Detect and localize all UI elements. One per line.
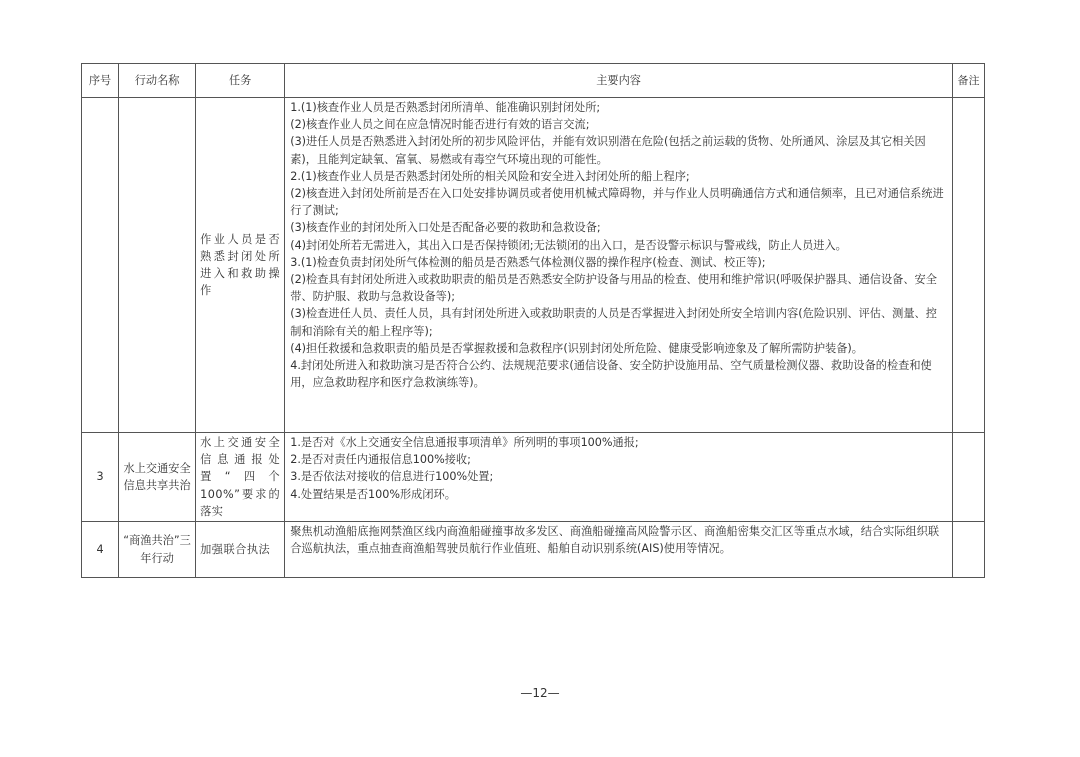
action-name-cell: “商渔共治”三年行动 <box>119 522 196 578</box>
main-content-cell <box>285 433 953 522</box>
serial-number-cell: 4 <box>82 522 119 578</box>
header-remarks: 备注 <box>952 64 984 98</box>
content-line: 2.是否对责任内通报信息100%接收; <box>290 453 471 467</box>
table-row <box>82 98 985 433</box>
header-action-name: 行动名称 <box>119 64 196 98</box>
content-line: 4.处置结果是否100%形成闭环。 <box>290 487 456 501</box>
action-name-cell: 水上交通安全信息共享共治 <box>119 433 196 522</box>
table-row <box>82 522 985 578</box>
content-line: (2)检查具有封闭处所进入或救助职责的船员是否熟悉安全防护设备与用品的检查、使用和维护常识(呼吸保护器具、通信设备、安全带、防护服、救助与急救设备等); <box>290 273 937 304</box>
main-content-cell <box>285 98 953 433</box>
content-line: (2)核查作业人员之间在应急情况时能否进行有效的语言交流; <box>290 118 590 132</box>
remarks-cell <box>952 98 984 433</box>
header-main-content: 主要内容 <box>285 64 953 98</box>
serial-number-cell <box>82 98 119 433</box>
content-line: (3)检查进任人员、责任人员，具有封闭处所进入或救助职责的人员是否掌握进入封闭处所安全培训内容(危险识别、评估、测量、控制和消除有关的船上程序等); <box>290 307 937 338</box>
task-cell: 水上交通安全信息通报处置“四个100%”要求的落实 <box>196 433 285 522</box>
header-task: 任务 <box>196 64 285 98</box>
content-line: 1.(1)核查作业人员是否熟悉封闭所清单、能准确识别封闭处所; <box>290 101 601 114</box>
content-line: (3)核查作业的封闭处所入口处是否配备必要的救助和急救设备; <box>290 221 601 235</box>
remarks-cell <box>952 522 984 578</box>
remarks-cell <box>952 433 984 522</box>
content-line: 1.是否对《水上交通安全信息通报事项清单》所列明的事项100%通报; <box>290 436 639 449</box>
content-line: 2.(1)核查作业人员是否熟悉封闭处所的相关风险和安全进入封闭处所的船上程序; <box>290 169 690 183</box>
content-line: 4.封闭处所进入和救助演习是否符合公约、法规规范要求(通信设备、安全防护设施用品、空气质量检测仪器、救助设备的检查和使用，应急救助程序和医疗急救演练等)。 <box>290 359 932 390</box>
inspection-table <box>81 63 985 578</box>
content-line: (4)封闭处所若无需进入，其出入口是否保持锁闭;无法锁闭的出入口，是否设警示标识与警戒线，防止人员进入。 <box>290 238 847 252</box>
content-line: (2)核查进入封闭处所前是否在入口处安排协调员或者使用机械式障碍物，并与作业人员明确通信方式和通信频率，且已对通信系统进行了测试; <box>290 187 944 218</box>
task-cell: 作业人员是否熟悉封闭处所进入和救助操作 <box>196 98 285 433</box>
task-cell: 加强联合执法 <box>196 522 285 578</box>
content-line: 3.是否依法对接收的信息进行100%处置; <box>290 470 494 484</box>
page-number: —12— <box>520 686 560 700</box>
table-header-row <box>82 64 985 98</box>
header-serial-number: 序号 <box>82 64 119 98</box>
content-line: (4)担任救援和急救职责的船员是否掌握救援和急救程序(识别封闭处所危险、健康受影响迹象及了解所需防护装备)。 <box>290 341 863 355</box>
content-line: (3)进任人员是否熟悉进入封闭处所的初步风险评估，并能有效识别潜在危险(包括之前运载的货物、处所通风、涂层及其它相关因素)，且能判定缺氧、富氧、易燃或有毒空气环境出现的可能性。 <box>290 135 926 166</box>
content-line: 3.(1)检查负责封闭处所气体检测的船员是否熟悉气体检测仪器的操作程序(检查、测试、校正等); <box>290 255 766 269</box>
table-row <box>82 433 985 522</box>
content-line: 聚焦机动渔船底拖网禁渔区线内商渔船碰撞事故多发区、商渔船碰撞高风险警示区、商渔船密集交汇区等重点水域，结合实际组织联合巡航执法，重点抽查商渔船驾驶员航行作业值班、船舶自动识别系统(AIS)使用等情况。 <box>290 525 940 556</box>
main-content-cell <box>285 522 953 578</box>
action-name-cell <box>119 98 196 433</box>
serial-number-cell: 3 <box>82 433 119 522</box>
